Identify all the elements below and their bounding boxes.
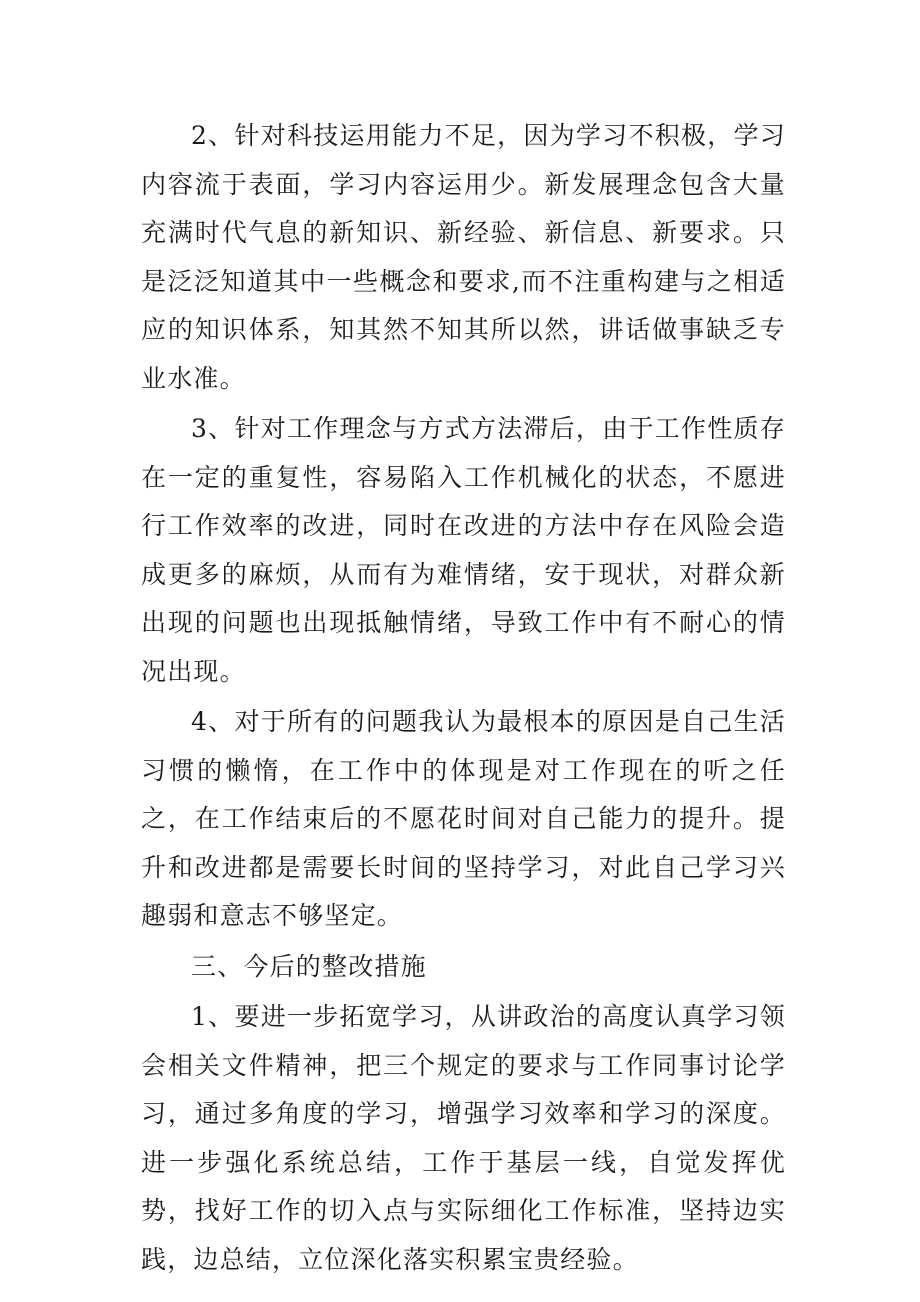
paragraph-4: 4、对于所有的问题我认为最根本的原因是自己生活习惯的懒惰，在工作中的体现是对工作现在的听之任之，在工作结束后的不愿花时间对自己能力的提升。提升和改进都是需要长时间的坚持学习，对此自己学习兴趣弱和意志不够坚定。 — [141, 707, 786, 930]
paragraph-2: 2、针对科技运用能力不足，因为学习不积极，学习内容流于表面，学习内容运用少。新发展理念包含大量充满时代气息的新知识、新经验、新信息、新要求。只是泛泛知道其中一些概念和要求,而不注重构建与之相适应的知识体系，知其然不知其所以然，讲话做事缺乏专业水准。 — [141, 121, 786, 393]
document-body — [141, 112, 786, 1286]
section-heading: 三、今后的整改措施 — [191, 951, 427, 981]
measure-1: 1、要进一步拓宽学习，从讲政治的高度认真学习领会相关文件精神，把三个规定的要求与工作同事讨论学习，通过多角度的学习，增强学习效率和学习的深度。进一步强化系统总结，工作于基层一线，自觉发挥优势，找好工作的切入点与实际细化工作标准，坚持边实践，边总结，立位深化落实积累宝贵经验。 — [141, 1002, 786, 1274]
paragraph-3: 3、针对工作理念与方式方法滞后，由于工作性质存在一定的重复性，容易陷入工作机械化的状态，不愿进行工作效率的改进，同时在改进的方法中存在风险会造成更多的麻烦，从而有为难情绪，安于现状，对群众新出现的问题也出现抵触情绪，导致工作中有不耐心的情况出现。 — [141, 414, 786, 686]
